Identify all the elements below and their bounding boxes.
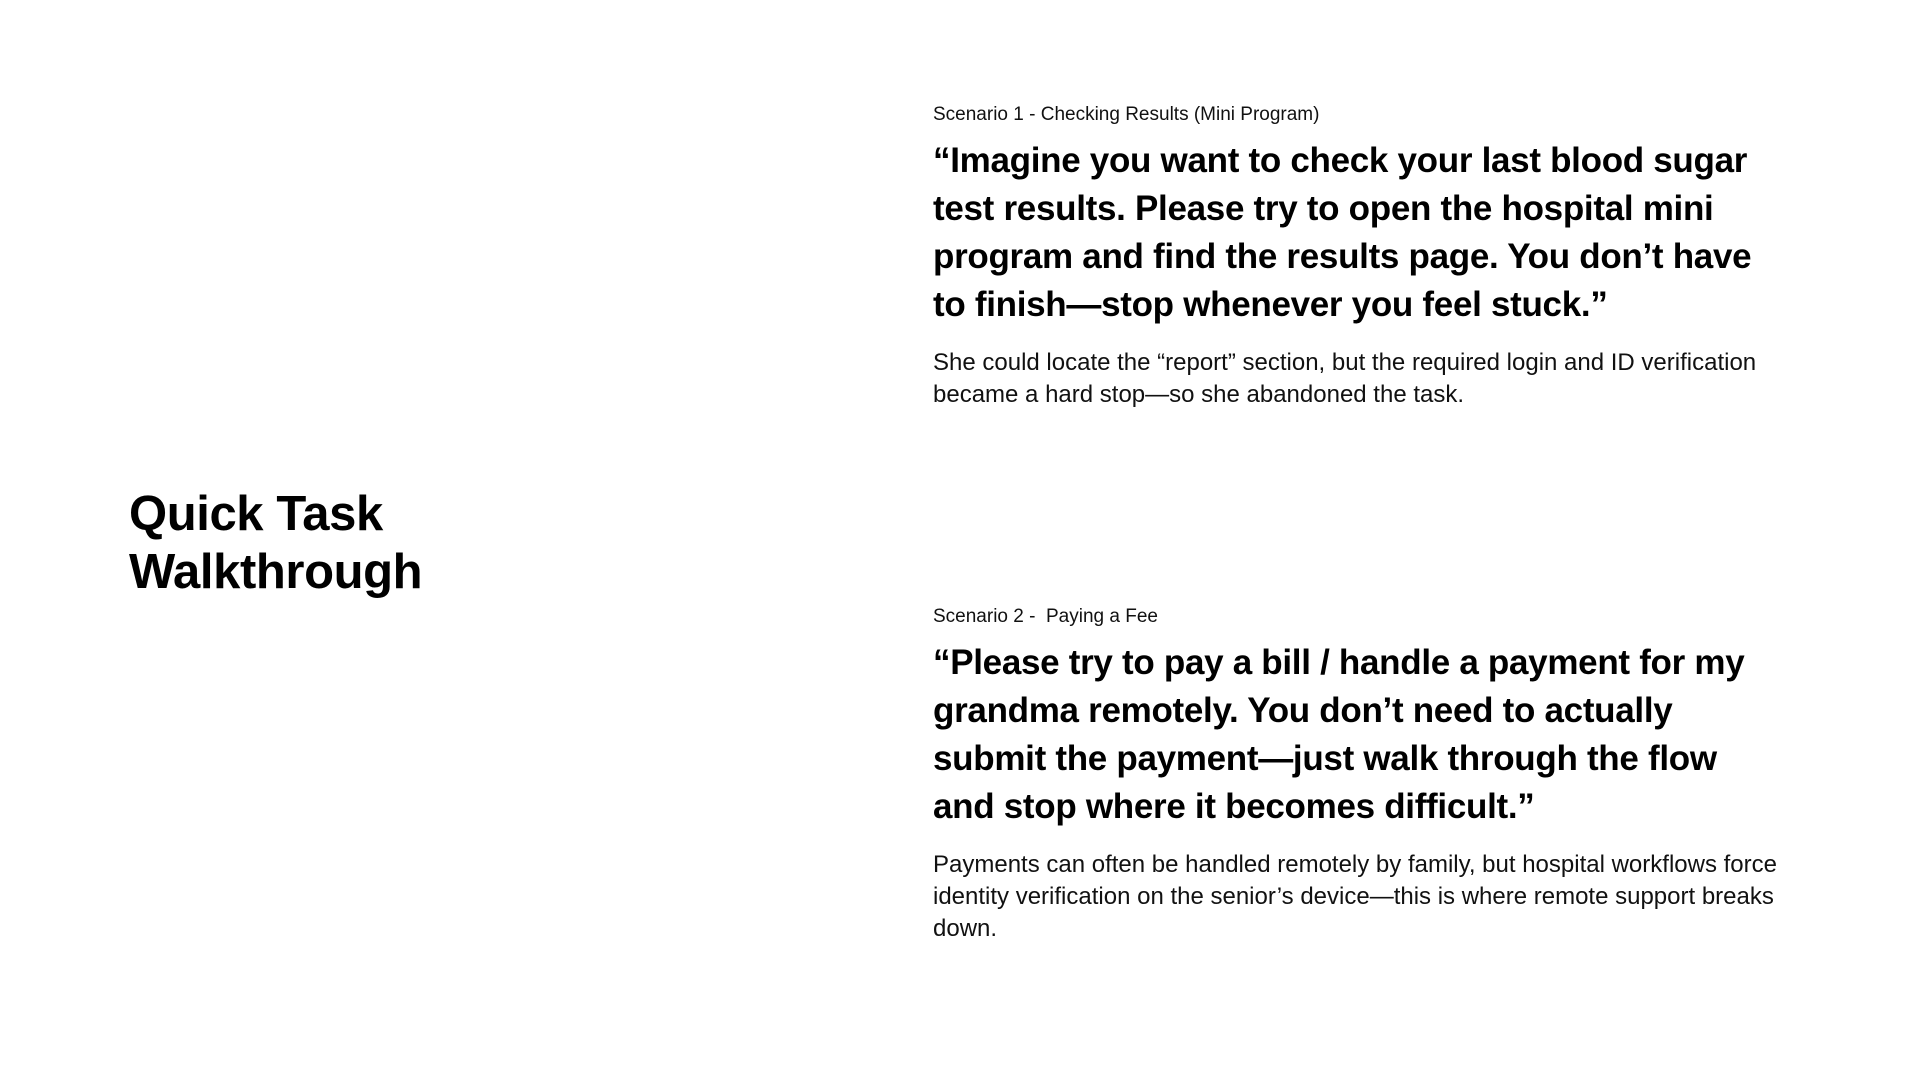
scenario-1-quote: “Imagine you want to check your last blood sugar test results. Please try to open the hospital mini program and find the results page. You don’t have to finish—stop whenever you feel stuck.” [933, 141, 1752, 324]
scenario-2-block [933, 605, 1783, 945]
page-title [129, 485, 689, 601]
page-title-line-1: Quick Task [129, 487, 383, 541]
scenario-1-block [933, 103, 1783, 411]
page-title-line-2: Walkthrough [129, 545, 423, 599]
scenario-2-label: Scenario 2 - Paying a Fee [933, 606, 1158, 627]
scenario-1-note: She could locate the “report” section, but the required login and ID verification became a hard stop—so she abandoned the task. [933, 349, 1757, 408]
scenario-2-note: Payments can often be handled remotely by family, but hospital workflows force identity verification on the senior’s device—this is where remote support breaks down. [933, 851, 1777, 942]
scenario-1-label: Scenario 1 - Checking Results (Mini Program) [933, 104, 1320, 125]
scenario-2-quote: “Please try to pay a bill / handle a payment for my grandma remotely. You don’t need to actually submit the payment—just walk through the flow and stop where it becomes difficult.” [933, 643, 1745, 826]
